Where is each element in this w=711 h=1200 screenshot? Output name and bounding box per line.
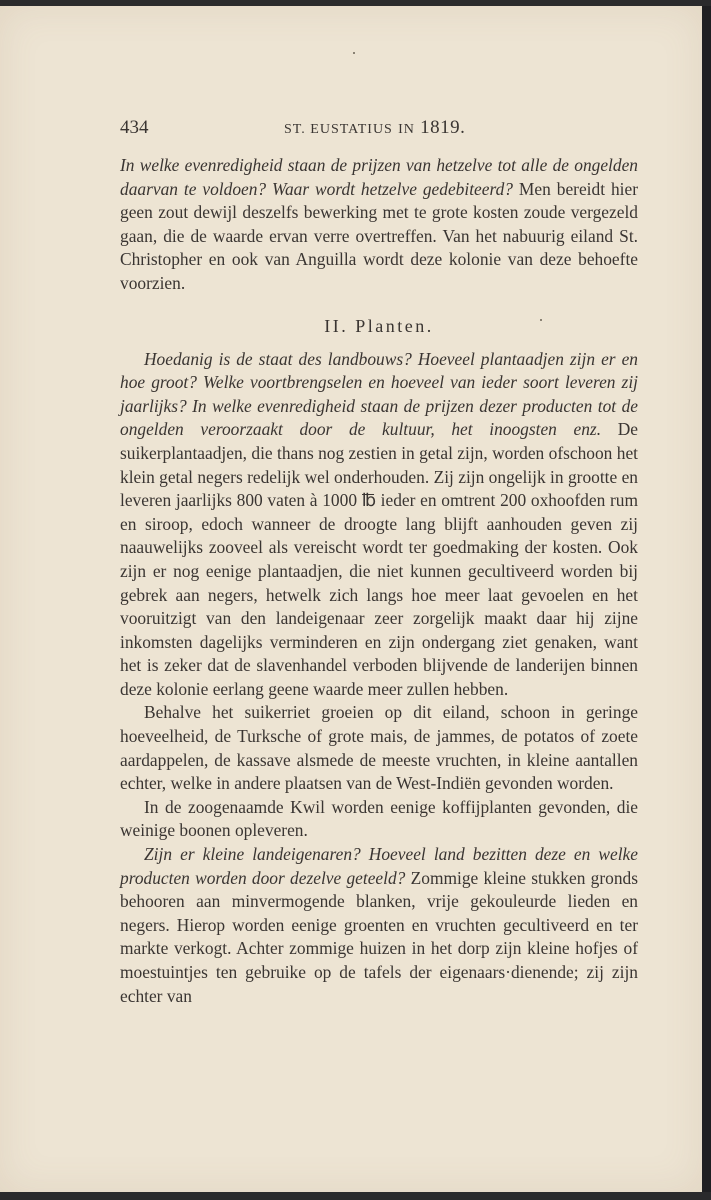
running-header [120,117,638,141]
answer-text: Men bereidt hier geen zout dewijl deszelfs bewerking met te grote kosten zoude vergezeld gaan, die de waarde ervan verre overtreffen. Van het nabuurig eiland St. Christopher en ook van Anguilla wordt deze kolonie van deze behoefte voorzien. [120,178,638,293]
paragraph [120,843,638,1008]
paragraph-text: Behalve het suikerriet groeien op dit eiland, schoon in geringe hoeveelheid, de Turksche of grote mais, de jammes, de potatos of zoete aardappelen, de kassave alsmede de meeste vruchten, in kleine aantallen echter, welke in andere plaatsen van de West-Indiën gevonden worden. [120,702,638,794]
running-title: ST. EUSTATIUS IN 1819. [284,117,466,138]
body-text [120,154,638,1008]
paper-speck [353,52,355,54]
question-text: Hoedanig is de staat des landbouws? Hoeveel plantaadjen zijn er en hoe groot? Welke voortbrengselen en hoeveel van ieder soort leveren zij jaarlijks? In welke evenredigheid staan de prijzen dezer producten tot de ongelden veroorzaakt door de kultuur, het inoogsten enz. [120,348,638,440]
paragraph [120,796,638,843]
paragraph [120,348,638,702]
paragraph [120,154,638,296]
scan-edge [702,6,711,1192]
answer-text: De suikerplantaadjen, die thans nog zestien in getal zijn, worden ofschoon het klein getal negers redelijk wel onderhouden. Zij zijn ongelijk in grootte en leveren jaarlijks 800 vaten à 1000 ℔ ieder en omtrent 200 oxhoofden rum en siroop, edoch wanneer de droogte lang blijft aanhouden geven zij naauwelijks zooveel als vereischt wordt ter goedmaking der kosten. Ook zijn er nog eenige plantaadjen, die niet kunnen gecultiveerd worden bij gebrek aan negers, hetwelk zich langs hoe meer laat gevoelen en het vooruitzigt van den landeigenaar zeer zorgelijk maakt daar hij zijne inkomsten dagelijks verminderen en zijn ondergang ziet genaken, want het is zeker dat de slavenhandel verboden blijvende de landerijen binnen deze kolonie eerlang geene waarde meer zullen hebben. [120,419,638,699]
paragraph [120,701,638,795]
question-text: Zijn er kleine landeigenaren? Hoeveel land bezitten deze en welke producten worden door dezelve geteeld? [120,844,638,888]
section-heading: II. Planten. [324,315,434,336]
question-text: In welke evenredigheid staan de prijzen van hetzelve tot alle de ongelden daarvan te voldoen? Waar wordt hetzelve gedebiteerd? [120,155,638,199]
page-number: 434 [120,117,149,138]
paragraph-text: In de zoogenaamde Kwil worden eenige koffijplanten gevonden, die weinige boonen opleveren. [120,796,638,841]
answer-text: Zommige kleine stukken gronds behooren aan minvermogende blanken, vrije gekouleurde lieden en negers. Hierop worden eenige groenten en vruchten gecultiveerd en ter markte verkogt. Achter zommige huizen in het dorp zijn kleine hofjes of moestuintjes ten gebruike op de tafels der eigenaars·dienende; zij zijn echter van [120,867,638,1006]
